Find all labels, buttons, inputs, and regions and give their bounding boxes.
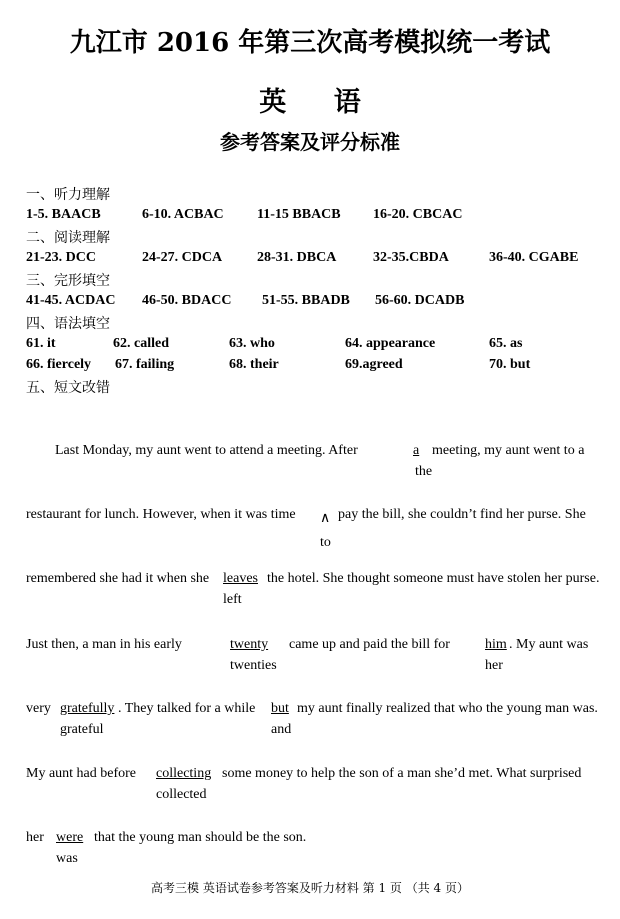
section-heading-reading: 二、阅读理解 (26, 230, 110, 246)
error-word: leaves (223, 571, 258, 586)
passage-text: restaurant for lunch. However, when it was time (26, 507, 296, 522)
correction-word: was (56, 851, 78, 866)
answer-item: 64. appearance (345, 336, 436, 351)
correction-word: the (415, 464, 433, 479)
passage-text: Just then, a man in his early (26, 637, 182, 652)
error-word: a (413, 443, 420, 458)
insertion-caret-icon: ∧ (320, 510, 331, 526)
passage-text: the hotel. She thought someone must have stolen her purse. (267, 571, 600, 586)
passage-text: My aunt had before (26, 766, 137, 781)
passage-text: some money to help the son of a man she’d met. What surprised (222, 766, 582, 781)
section-heading-correction: 五、短文改错 (26, 380, 110, 396)
correction-word: collected (156, 787, 207, 802)
correction-word: twenties (230, 658, 277, 673)
answer-item: 36-40. CGABE (489, 250, 579, 265)
error-word: but (271, 701, 289, 716)
answer-item: 16-20. CBCAC (373, 207, 463, 222)
section-heading-cloze: 三、完形填空 (26, 273, 110, 289)
section-heading-grammar: 四、语法填空 (26, 316, 110, 332)
section-heading-listening: 一、听力理解 (26, 187, 110, 203)
error-word: gratefully (60, 701, 115, 716)
passage-text: . My aunt was (509, 637, 589, 652)
error-word: twenty (230, 637, 269, 652)
answer-item: 28-31. DBCA (257, 250, 337, 265)
answer-item: 32-35.CBDA (373, 250, 449, 265)
passage-text: . They talked for a while (118, 701, 256, 716)
answer-item: 62. called (113, 336, 169, 351)
correction-word: and (271, 722, 292, 737)
correction-word: grateful (60, 722, 104, 737)
passage-text: remembered she had it when she (26, 571, 210, 586)
answer-item: 41-45. ACDAC (26, 293, 116, 308)
answer-item: 69.agreed (345, 357, 403, 372)
passage-text: pay the bill, she couldn’t find her purse. She (338, 507, 586, 522)
answer-key-subtitle: 参考答案及评分标准 (220, 130, 400, 154)
passage-text: meeting, my aunt went to a (432, 443, 585, 458)
passage-text: my aunt finally realized that who the young man was. (297, 701, 598, 716)
answer-item: 6-10. ACBAC (142, 207, 224, 222)
subject-title: 英 语 (259, 87, 361, 118)
correction-word: to (320, 535, 331, 550)
answer-item: 66. fiercely (26, 357, 92, 372)
answer-item: 65. as (489, 336, 523, 351)
answer-item: 11-15 BBACB (257, 207, 341, 222)
correction-word: her (485, 658, 503, 673)
answer-item: 63. who (229, 336, 275, 351)
answer-item: 1-5. BAACB (26, 207, 101, 222)
correction-word: left (223, 592, 242, 607)
answer-item: 56-60. DCADB (375, 293, 465, 308)
page-title: 九江市 2016 年第三次高考模拟统一考试 (69, 28, 551, 58)
answer-item: 24-27. CDCA (142, 250, 223, 265)
passage-text: very (26, 701, 51, 716)
passage-text: Last Monday, my aunt went to attend a meeting. After (55, 443, 358, 458)
passage-text: that the young man should be the son. (94, 830, 307, 845)
error-word: collecting (156, 766, 212, 781)
answer-item: 61. it (26, 336, 56, 351)
error-word: were (56, 830, 84, 845)
error-word: him (485, 637, 507, 652)
answer-item: 21-23. DCC (26, 250, 96, 265)
answer-item: 70. but (489, 357, 531, 372)
passage-text: came up and paid the bill for (289, 637, 450, 652)
passage-text: her (26, 830, 44, 845)
answer-item: 67. failing (115, 357, 175, 372)
answer-item: 46-50. BDACC (142, 293, 232, 308)
answer-item: 51-55. BBADB (262, 293, 350, 308)
answer-item: 68. their (229, 357, 279, 372)
page-footer: 高考三模 英语试卷参考答案及听力材料 第 1 页 （共 4 页） (151, 881, 469, 895)
